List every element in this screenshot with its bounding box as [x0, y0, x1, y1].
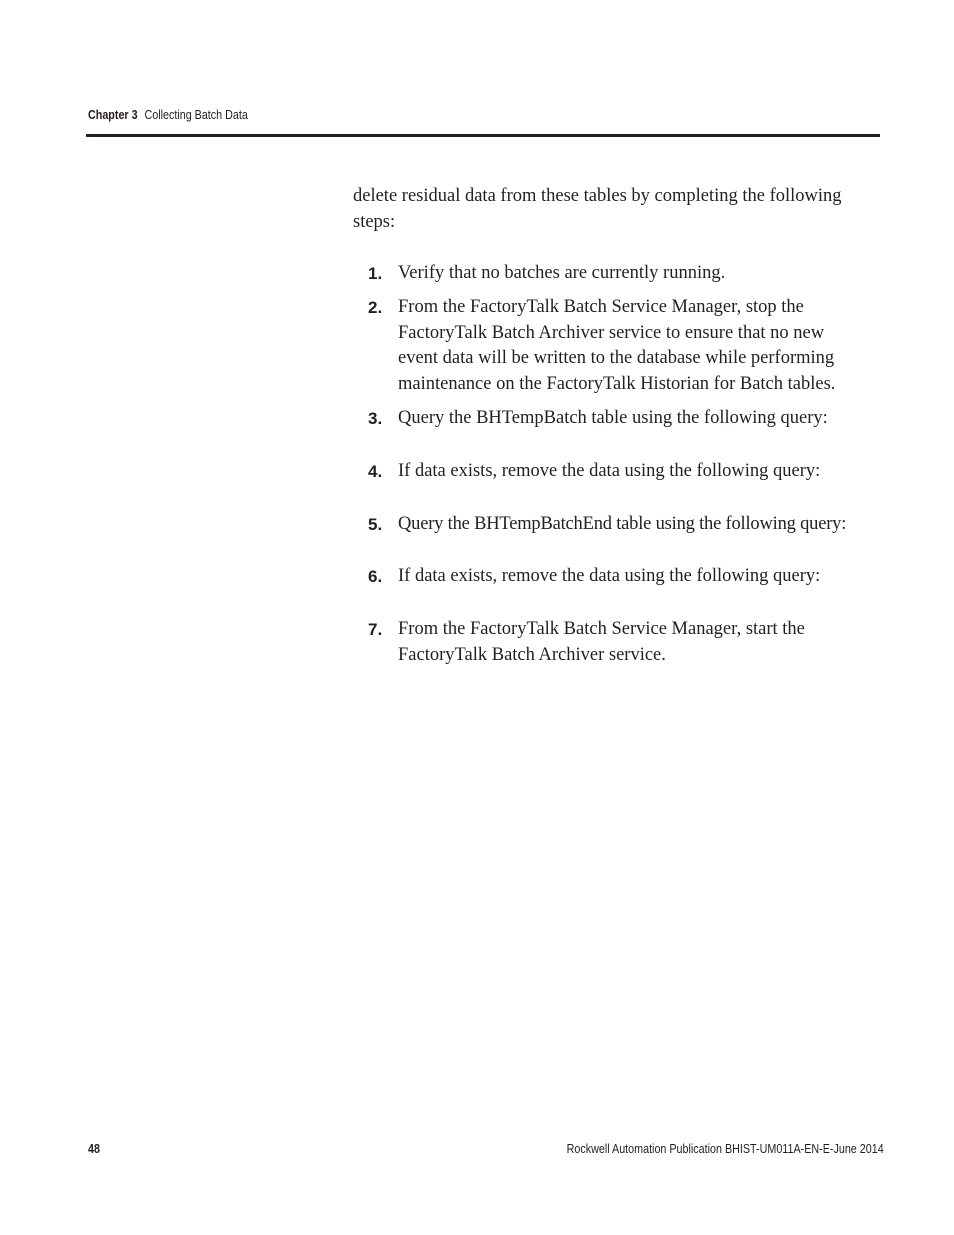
step-text: Query the BHTempBatch table using the following query: — [398, 408, 828, 428]
step-number: 4. — [368, 462, 383, 481]
step-text: If data exists, remove the data using the following query: — [398, 461, 821, 481]
step-text: Verify that no batches are currently running. — [398, 263, 726, 283]
step-number: 6. — [368, 567, 383, 586]
step-item — [353, 295, 883, 397]
step-item — [353, 564, 883, 590]
intro-paragraph: delete residual data from these tables by completing the following steps: — [353, 186, 842, 232]
page-number: 48 — [88, 1142, 100, 1156]
step-number: 2. — [368, 298, 383, 317]
step-text: From the FactoryTalk Batch Service Manager, stop the FactoryTalk Batch Archiver service to ensure that no new event data will be written to the database while performing maintenance on the FactoryTalk Historian for Batch tables. — [398, 297, 836, 394]
step-number: 7. — [368, 620, 383, 639]
step-number: 3. — [368, 409, 383, 428]
publication-info: Rockwell Automation Publication BHIST-UM011A-EN-E-June 2014 — [566, 1142, 884, 1156]
header-rule — [86, 134, 880, 137]
step-text: Query the BHTempBatchEnd table using the following query: — [398, 514, 847, 534]
step-item — [353, 406, 883, 432]
step-number: 5. — [368, 515, 383, 534]
chapter-title: Collecting Batch Data — [144, 108, 248, 122]
running-header — [88, 108, 248, 122]
step-item — [353, 261, 883, 287]
step-text: If data exists, remove the data using the following query: — [398, 566, 821, 586]
step-item — [353, 617, 883, 668]
step-text: From the FactoryTalk Batch Service Manager, start the FactoryTalk Batch Archiver service. — [398, 619, 805, 665]
chapter-label: Chapter 3 — [88, 108, 138, 122]
step-number: 1. — [368, 264, 383, 283]
step-item — [353, 512, 883, 538]
step-item — [353, 459, 883, 485]
